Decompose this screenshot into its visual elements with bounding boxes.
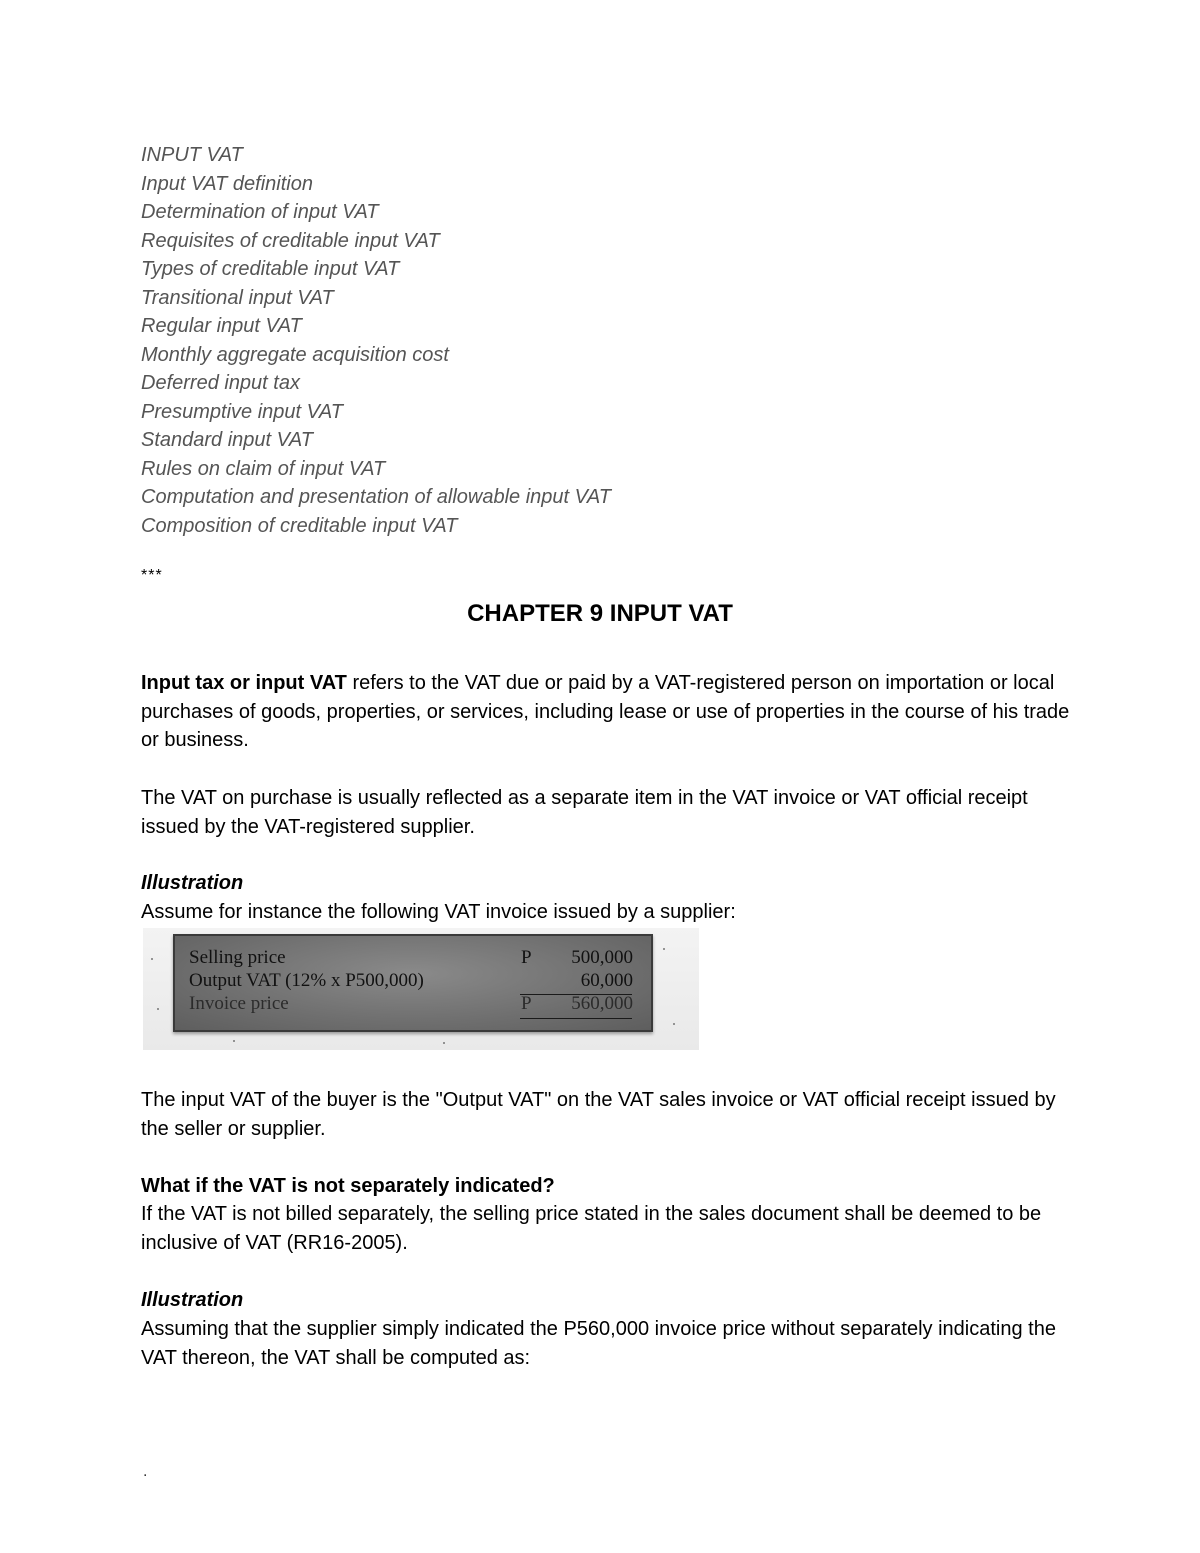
outline-item: Presumptive input VAT bbox=[141, 400, 343, 423]
outline-item: Determination of input VAT bbox=[141, 201, 379, 223]
outline-item: Standard input VAT bbox=[141, 429, 313, 451]
outline-item: Requisites of creditable input VAT bbox=[141, 229, 440, 252]
outline-item: Rules on claim of input VAT bbox=[141, 457, 386, 480]
outline-item: Regular input VAT bbox=[141, 315, 302, 337]
footer-mark: . bbox=[143, 1463, 148, 1480]
topic-outline bbox=[141, 141, 611, 540]
question-heading: What if the VAT is not separately indicated? bbox=[141, 1175, 555, 1197]
invoice-row-invoice-price: Invoice price P 560,000 bbox=[189, 993, 633, 1014]
illustration-heading: Illustration bbox=[141, 872, 244, 894]
invoice-row-selling-price: Selling price P 500,000 bbox=[189, 947, 633, 968]
illustration-text: Assume for instance the following VAT invoice issued by a supplier: bbox=[141, 901, 736, 923]
outline-item: Deferred input tax bbox=[141, 372, 300, 394]
outline-item: Transitional input VAT bbox=[141, 286, 334, 309]
outline-item: INPUT VAT bbox=[141, 144, 243, 166]
definition-term: Input tax or input VAT bbox=[141, 672, 347, 694]
illustration-heading-2: Illustration bbox=[141, 1289, 244, 1311]
outline-item: Composition of creditable input VAT bbox=[141, 514, 458, 537]
outline-item: Types of creditable input VAT bbox=[141, 258, 400, 280]
definition-paragraph bbox=[141, 669, 1071, 755]
definition-text: refers to the VAT due or paid by a VAT-registered person on importation or local purchases of goods, properties, or services, including lease or use of properties in the course of his trade or business. bbox=[141, 672, 1070, 751]
input-vat-buyer-paragraph: The input VAT of the buyer is the "Output VAT" on the VAT sales invoice or VAT official receipt issued by the seller or supplier. bbox=[141, 1089, 1056, 1140]
invoice-table bbox=[173, 934, 653, 1032]
invoice-row-output-vat: Output VAT (12% x P500,000) 60,000 bbox=[189, 970, 633, 991]
total-rule bbox=[520, 1018, 632, 1019]
section-separator: *** bbox=[141, 567, 163, 584]
invoice-image bbox=[143, 928, 699, 1050]
purchase-paragraph: The VAT on purchase is usually reflected as a separate item in the VAT invoice or VAT official receipt issued by the VAT-registered supplier. bbox=[141, 787, 1028, 838]
question-answer: If the VAT is not billed separately, the selling price stated in the sales document shall be deemed to be inclusive of VAT (RR16-2005). bbox=[141, 1203, 1042, 1254]
outline-item: Computation and presentation of allowable input VAT bbox=[141, 486, 611, 508]
chapter-title: CHAPTER 9 INPUT VAT bbox=[467, 600, 733, 627]
illustration-text-2: Assuming that the supplier simply indicated the P560,000 invoice price without separately indicating the VAT thereon, the VAT shall be computed as: bbox=[141, 1318, 1056, 1369]
outline-item: Monthly aggregate acquisition cost bbox=[141, 343, 449, 366]
outline-item: Input VAT definition bbox=[141, 172, 313, 195]
